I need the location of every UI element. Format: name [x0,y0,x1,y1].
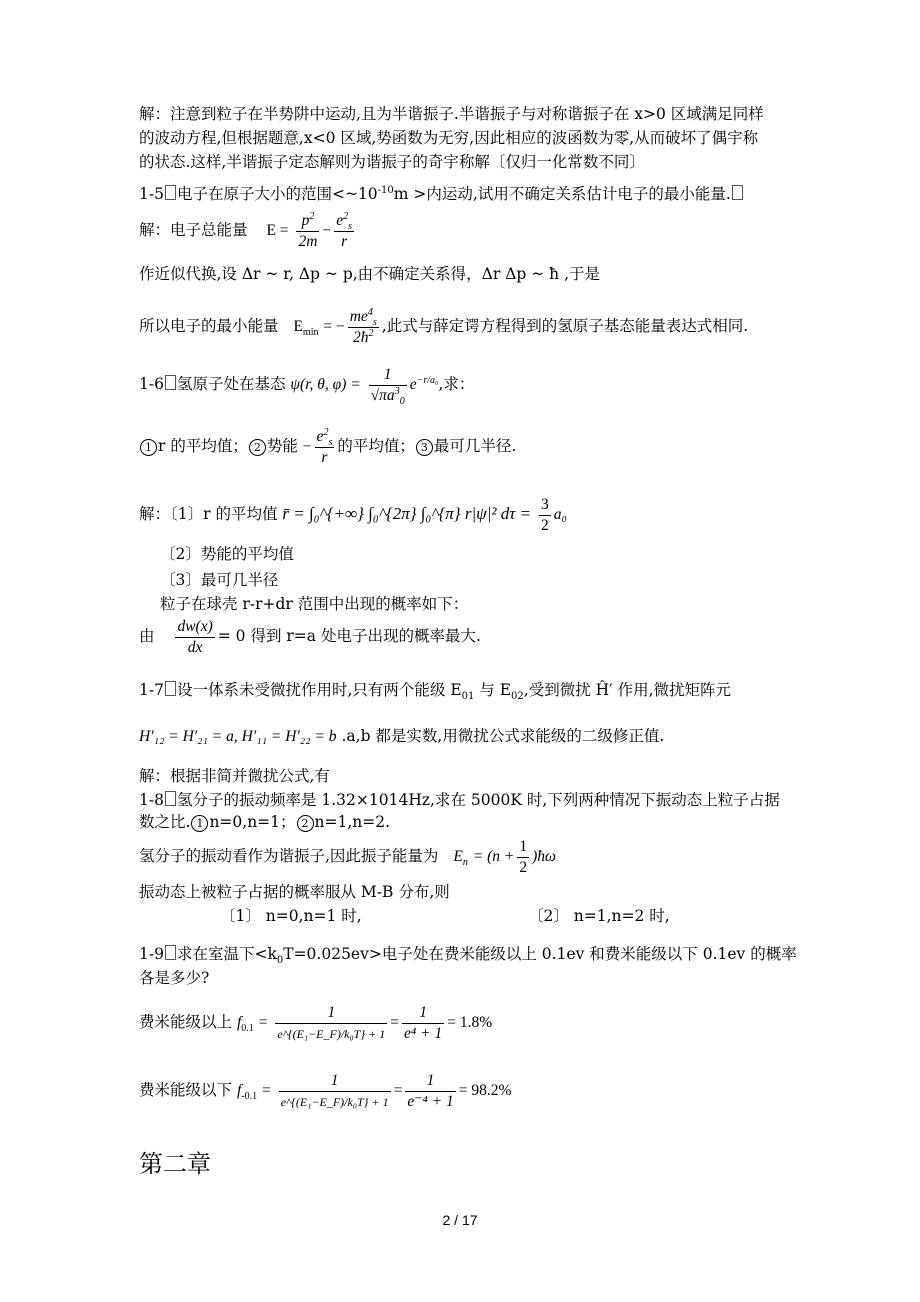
problem-text: ,求： [438,375,475,393]
solution-line: 解：根据非简并微扰公式,有 [139,767,330,785]
problem-1-7 [139,680,732,703]
problem-text: 设一体系未受微扰作用时,只有两个能级 E [176,681,462,699]
denominator: 2 [519,858,528,876]
text: n=0,n=1； [209,813,296,831]
problem-1-5 [139,184,744,204]
denominator: e⁴ + 1 [403,1024,443,1042]
circled-number-icon: 2 [297,815,314,832]
text: 数之比. [139,813,191,831]
matrix-elements: H′₁₂ = H′₂₁ = a, H′₁₁ = H′₂₂ = b [139,728,337,745]
wavefunction: ψ(r, θ, φ) = [290,376,361,393]
numerator: 1 [405,1071,455,1092]
label: 费米能级以下 [139,1081,233,1099]
subscript: 01 [461,691,475,703]
text: a₀ [553,506,567,523]
subscript: n [462,857,468,869]
numerator: p [301,211,310,229]
fraction-normalization: $\frac{1}{√\pi a^3_0}$ [370,365,405,407]
subscript: 02 [511,691,524,703]
fraction-p2-2m: $\frac{p^2}{2m}$ [298,210,318,250]
box-glyph-icon [165,185,176,200]
text: n=1,n=2. [314,813,391,831]
item-text: r 的平均值； [158,437,248,455]
problem-1-6-items: 1 r 的平均值； 2 势能 − $\frac{e^2_s}{r}$ 的平均值； 3 最可几半径. [139,426,516,468]
perturbation-matrix-line [139,726,664,747]
solution-line: 〔3〕最可几半径 [160,571,279,589]
problem-1-6: 1-6 氢原子处在基态 ψ(r, θ, φ) = $\frac{1}{√\pi a^3_0}$ $e^{-r/a_0}$,求： [139,365,475,407]
solution-line: 粒子在球壳 r-r+dr 范围中出现的概率如下： [160,595,469,613]
text: ,此式与薛定谔方程得到的氢原子基态能量表达式相同. [381,317,749,335]
oscillator-energy-line [139,836,556,878]
fraction-fermi-value [405,1071,455,1112]
fraction-fermi-value [402,1003,444,1044]
label: 费米能级以上 [139,1013,233,1031]
box-glyph-icon [165,681,176,696]
chapter-heading: 第二章 [139,1150,211,1178]
exponent: -10 [377,184,394,196]
solution-line: 〔2〕势能的平均值 [160,545,294,563]
solution-label: 解：电子总能量 [139,221,248,239]
problem-text: 氢分子的振动频率是 1.32×1014Hz,求在 5000K 时,下列两种情况下振动态上粒子占据 [176,791,780,809]
item-text: 势能 [266,437,298,455]
circled-number-icon: 2 [249,439,266,456]
denominator: e⁻⁴ + 1 [407,1092,454,1110]
numerator: me [349,307,368,325]
integral: r̄ = ∫₀^{+∞} ∫₀^{2π} ∫₀^{π} r|ψ|² dτ = [282,504,532,523]
denominator: dx [187,638,203,656]
circled-number-icon: 1 [140,439,157,456]
equals: = [258,1014,268,1031]
problem-text: 与 E [474,681,512,699]
fraction-derivative [175,617,214,658]
denominator: r [341,232,348,250]
equation-text: E = [266,222,289,239]
text: 氢分子的振动看作为谐振子,因此振子能量为 [139,847,439,865]
paragraph-line: 的状态.这样,半谐振子定态解则为谐振子的奇宇称解〔仅归一化常数不同〕 [139,153,645,171]
solution-energy: 解：电子总能量 E = $\frac{p^2}{2m}$ − $\frac{e^2_s}{r}$ [139,210,352,250]
numerator: e [336,211,344,229]
text-line: 振动态上被粒子占据的概率服从 M-B 分布,则 [139,883,450,901]
numerator: 1 [369,365,407,386]
denominator: e^{(E₁−E_F)/k₀T} + 1 [277,1026,386,1041]
problem-1-9-cont: 各是多少? [139,969,210,987]
page-number: 2 / 17 [442,1212,478,1228]
fraction-emin: $\frac{me^4_s}{2ħ^2}$ [349,306,377,346]
subscript: min [302,327,319,339]
denominator: 2ħ [353,328,369,346]
label: 所以电子的最小能量 [139,317,279,335]
denominator: r [321,448,328,466]
text: .a,b 都是实数,用微扰公式求能级的二级修正值. [336,727,665,745]
problem-text: m >内运动,试用不确定关系估计电子的最小能量. [393,185,731,203]
case-1: 〔1〕 n=0,n=1 时, [220,907,362,925]
subscript: 0.1 [241,1023,254,1035]
item-text: 的平均值； [337,437,415,455]
problem-1-8 [139,790,780,810]
problem-text: 求在室温下<k [176,945,277,963]
problem-number: 1-8 [139,791,164,809]
subscript: -0.1 [241,1091,258,1103]
fraction-fermi [279,1071,391,1112]
problem-number: 1-6 [139,375,164,393]
problem-number: 1-5 [139,185,164,203]
box-glyph-icon [165,791,176,806]
variable: f [236,1014,242,1031]
paragraph-line: 的波动方程,但根据题意,x<0 区域,势函数为无穷,因此相应的波函数为零,从而破坏了偶宇称 [139,129,759,147]
item-text: 最可几半径. [433,437,517,455]
text: = (n + [472,848,515,865]
numerator: e [316,427,324,445]
fermi-below-line: 费米能级以下 $f_{-0.1}$ = $\frac{1}{\text{e\textasciicircum{}\{(E₁−E\_F)/k₀T\} + 1}}$ = $\frac{1}{\text{e⁻⁴ + 1}}$ = 98.2% [139,1071,512,1110]
box-glyph-icon [165,945,176,960]
fraction-es2-r: $\frac{e^2_s}{r}$ [336,210,352,250]
result: = 98.2% [458,1082,512,1099]
box-glyph-icon [165,375,176,390]
fraction-3-2 [539,495,551,536]
result: = 1.8% [447,1014,493,1031]
variable: f [236,1082,242,1099]
problem-1-9 [139,944,797,967]
numerator: dw(x) [175,617,214,638]
numerator: 1 [517,837,529,858]
problem-text: 电子在原子大小的范围<~10 [176,185,378,203]
text: )ħω [532,848,556,865]
problem-number: 1-9 [139,945,164,963]
denominator: 2m [298,232,318,250]
approximation-line: 作近似代换,设 Δr ~ r, Δp ~ p,由不确定关系得，Δr Δp ~ ħ ,于是 [139,265,600,283]
denominator: 2 [540,516,549,534]
paragraph-line: 解：注意到粒子在半势阱中运动,且为半谐振子.半谐振子与对称谐振子在 x>0 区域满足同样 [139,105,764,123]
problem-text: ,受到微扰 Ĥ′ 作用,微扰矩阵元 [523,681,732,699]
energy: E [453,848,463,865]
fraction-half [517,837,529,878]
label: 由 [139,627,155,645]
numerator: 3 [539,495,551,516]
text: = 0 得到 r=a 处电子出现的概率最大. [217,627,481,645]
case-2: 〔2〕 n=1,n=2 时, [528,907,670,925]
numerator: 1 [402,1003,444,1024]
problem-text: 氢原子处在基态 [176,375,286,393]
circled-number-icon: 3 [416,439,433,456]
problem-text: T=0.025ev>电子处在费米能级以上 0.1ev 和费米能级以下 0.1ev 的概率 [283,945,797,963]
exponent: −r/a₀ [416,374,439,386]
numerator: 1 [279,1071,391,1092]
solution-derivative-line [139,616,481,658]
problem-1-8-cont [139,812,390,832]
box-glyph-icon [732,185,743,200]
problem-number: 1-7 [139,681,164,699]
circled-number-icon: 1 [191,815,208,832]
denominator: e^{(E₁−E_F)/k₀T} + 1 [280,1094,389,1109]
minimum-energy-line: 所以电子的最小能量 $E_{min}$ = − $\frac{me^4_s}{2ħ^2}$ ,此式与薛定谔方程得到的氢原子基态能量表达式相同. [139,306,749,346]
emin: E [293,318,303,335]
numerator: 1 [275,1003,387,1024]
fermi-above-line: 费米能级以上 $f_{0.1}$ = $\frac{1}{\text{e\textasciicircum{}\{(E₁−E\_F)/k₀T\} + 1}}$ = $\frac{1}{\text{e⁴ + 1}}$ = 1.8% [139,1003,493,1042]
subscript: 0 [276,955,284,967]
fraction-potential: $\frac{e^2_s}{r}$ [316,426,333,466]
fraction-fermi [275,1003,387,1044]
equals: = [262,1082,271,1099]
label: 解：〔1〕r 的平均值 [139,505,278,523]
denominator: √πa [370,386,395,404]
solution-mean-r [139,494,567,536]
